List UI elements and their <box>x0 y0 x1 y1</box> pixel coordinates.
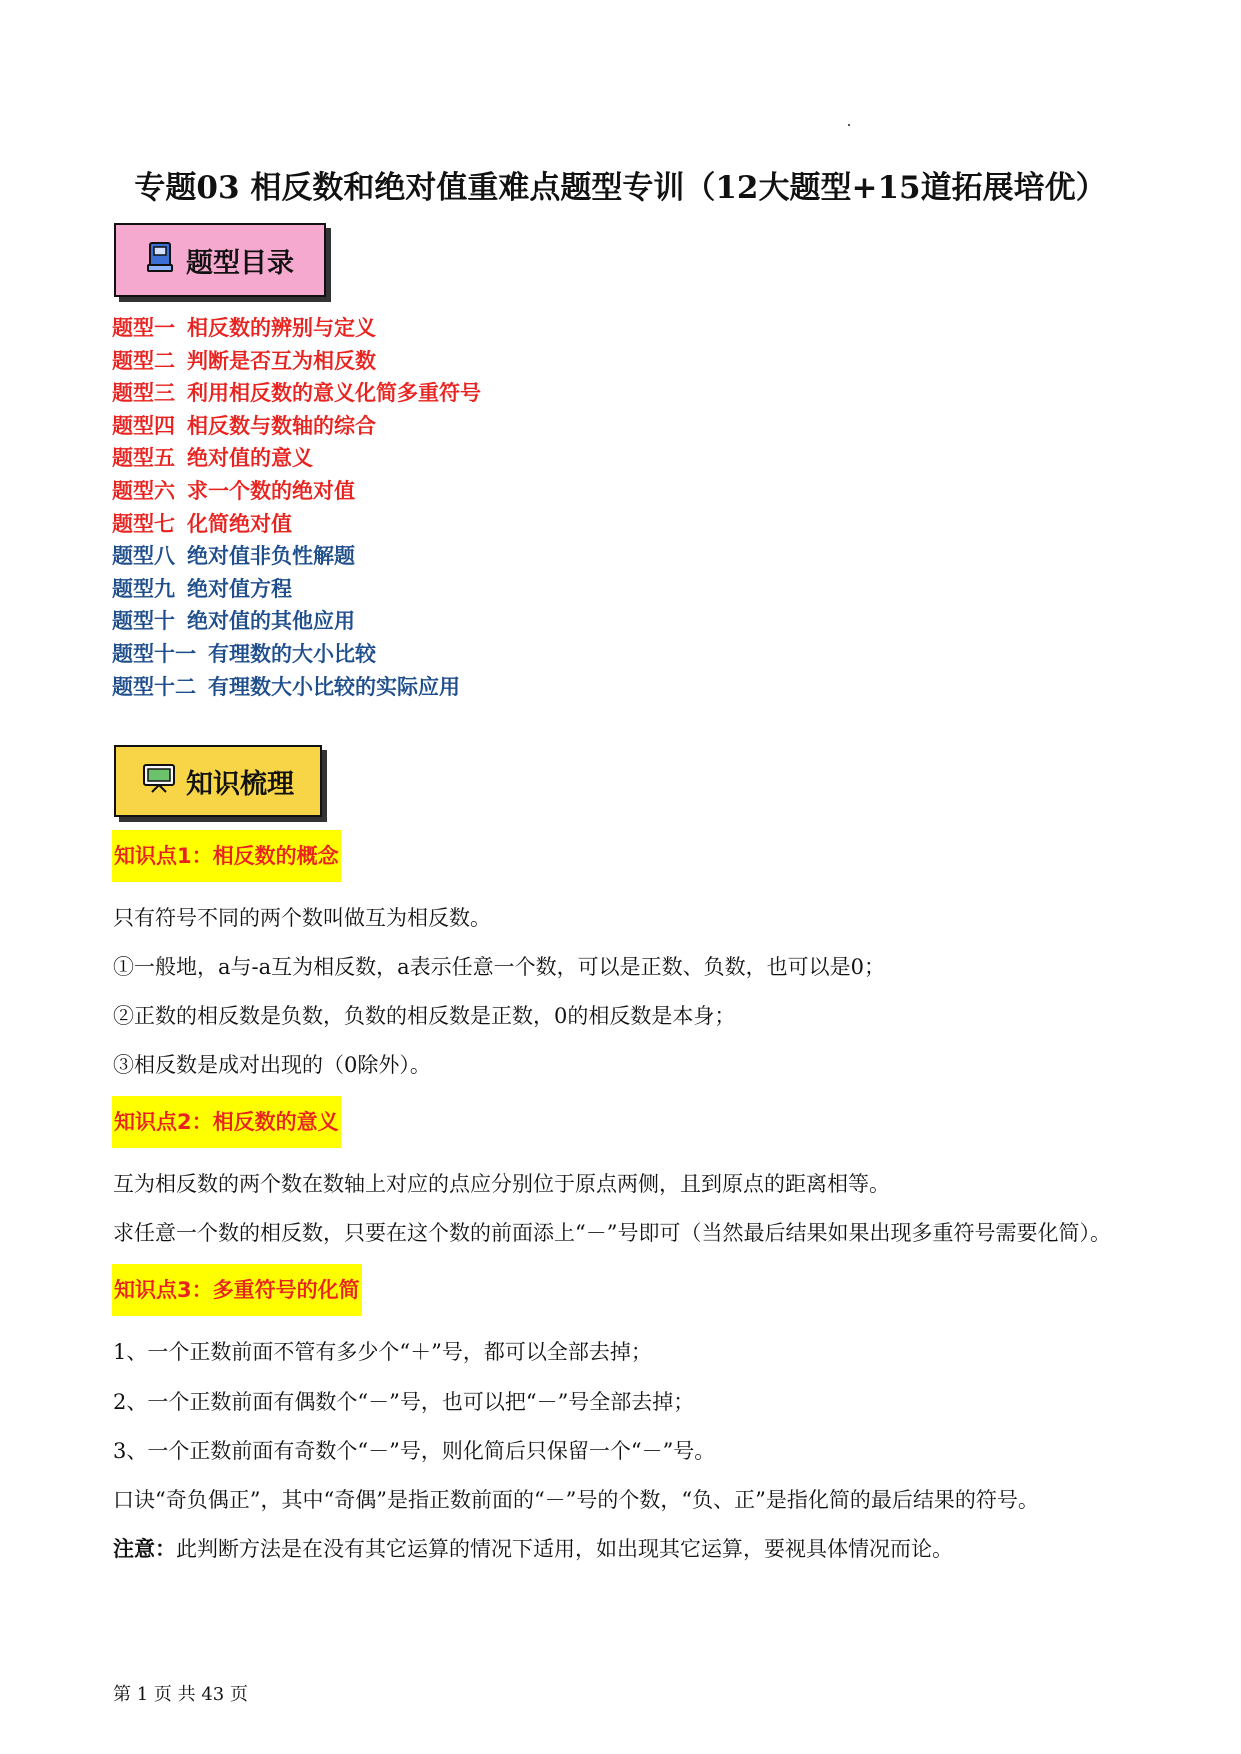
toc-item[interactable]: 题型七 化简绝对值 <box>112 511 292 536</box>
presentation-board-icon <box>142 762 176 801</box>
toc-item[interactable]: 题型五 绝对值的意义 <box>112 446 313 471</box>
toc-item[interactable]: 题型十 绝对值的其他应用 <box>112 609 355 634</box>
kp3-line: 1、一个正数前面不管有多少个“＋”号，都可以全部去掉； <box>113 1340 652 1364</box>
toc-item[interactable]: 题型十一 有理数的大小比较 <box>112 641 376 666</box>
toc-item[interactable]: 题型四 相反数与数轴的综合 <box>112 413 376 438</box>
toc-badge-label: 题型目录 <box>186 247 294 279</box>
toc-item[interactable]: 题型十二 有理数大小比较的实际应用 <box>112 674 460 699</box>
toc-item[interactable]: 题型六 求一个数的绝对值 <box>112 478 355 503</box>
knowledge-point-3-heading: 知识点3：多重符号的化简 <box>112 1264 362 1316</box>
kp2-line: 求任意一个数的相反数，只要在这个数的前面添上“－”号即可（当然最后结果如果出现多重符号需要化简）。 <box>113 1221 1111 1245</box>
toc-item[interactable]: 题型一 相反数的辨别与定义 <box>112 316 376 340</box>
note-line <box>113 1533 953 1563</box>
toc-item[interactable]: 题型九 绝对值方程 <box>112 576 292 601</box>
kp3-line: 2、一个正数前面有偶数个“－”号，也可以把“－”号全部去掉； <box>113 1390 695 1414</box>
toc-item[interactable]: 题型八 绝对值非负性解题 <box>112 544 355 569</box>
stray-dot <box>848 124 850 126</box>
book-icon <box>146 241 176 280</box>
kp1-line: 只有符号不同的两个数叫做互为相反数。 <box>113 906 491 930</box>
kp2-line: 互为相反数的两个数在数轴上对应的点应分别位于原点两侧，且到原点的距离相等。 <box>113 1172 890 1196</box>
knowledge-badge <box>114 745 322 817</box>
toc-badge <box>114 223 326 297</box>
kp3-line: 口诀“奇负偶正”，其中“奇偶”是指正数前面的“－”号的个数，“负、正”是指化简的最后结果的符号。 <box>113 1488 1039 1512</box>
page-footer: 第 1 页 共 43 页 <box>113 1684 248 1705</box>
page-title: 专题03 相反数和绝对值重难点题型专训（12大题型+15道拓展培优） <box>134 170 1107 206</box>
toc-item[interactable]: 题型二 判断是否互为相反数 <box>112 348 376 373</box>
knowledge-badge-label: 知识梳理 <box>186 768 294 800</box>
knowledge-point-1-heading: 知识点1：相反数的概念 <box>112 830 341 882</box>
note-label: 注意： <box>113 1536 176 1561</box>
kp1-line: ①一般地，a与-a互为相反数，a表示任意一个数，可以是正数、负数，也可以是0； <box>113 955 886 979</box>
kp1-line: ②正数的相反数是负数，负数的相反数是正数，0的相反数是本身； <box>113 1004 736 1028</box>
kp1-line: ③相反数是成对出现的（0除外）。 <box>113 1053 431 1077</box>
knowledge-point-2-heading: 知识点2：相反数的意义 <box>112 1096 341 1148</box>
note-text: 此判断方法是在没有其它运算的情况下适用，如出现其它运算，要视具体情况而论。 <box>176 1537 953 1561</box>
toc-item[interactable]: 题型三 利用相反数的意义化简多重符号 <box>112 381 481 406</box>
kp3-line: 3、一个正数前面有奇数个“－”号，则化简后只保留一个“－”号。 <box>113 1439 716 1463</box>
toc-list <box>112 312 481 703</box>
